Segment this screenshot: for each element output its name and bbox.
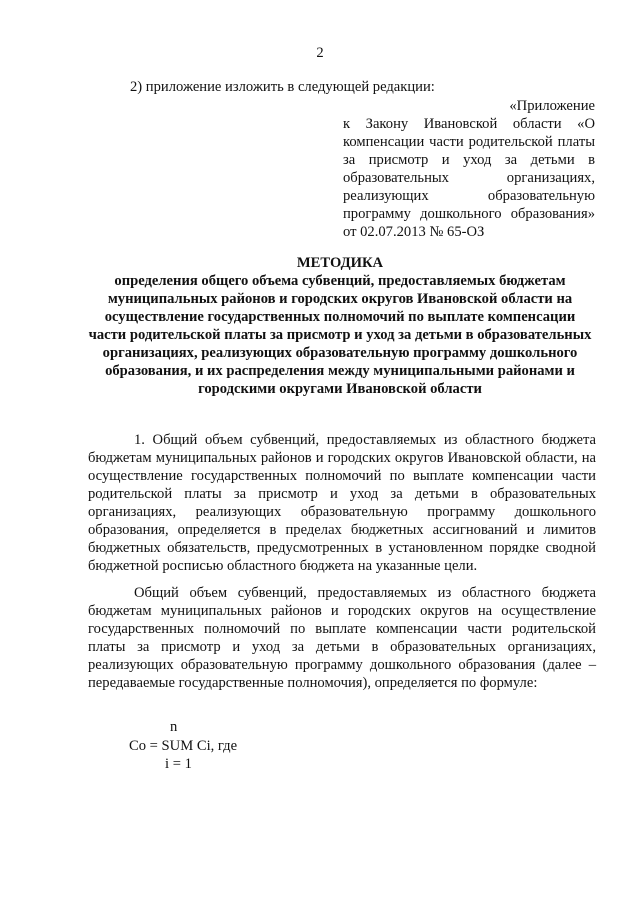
paragraph-2-text: Общий объем субвенций, предоставляемых из областного бюджета бюджетам муниципальных районов и городских округов на осуществление государственных полномочий по выплате компенсации части родительской платы за присмотр и уход за детьми в образовательных организациях, реализующих образовательную программу дошкольного образования (далее – передаваемые государственные полномочия), определяется по формуле: — [88, 585, 596, 691]
formula-upper-limit: n — [170, 719, 178, 735]
appendix-reference — [343, 97, 595, 241]
page-number: 2 — [316, 45, 324, 61]
formula-expression: Co = SUM Ci, где — [129, 738, 238, 754]
methodology-title — [88, 254, 592, 398]
paragraph-1 — [88, 431, 596, 575]
title-heading: МЕТОДИКА — [296, 255, 384, 271]
amendment-intro: 2) приложение изложить в следующей редакции: — [130, 79, 435, 95]
appendix-law-title: к Закону Ивановской области «О компенсации части родительской платы за присмотр и уход за детьми в образовательных организациях, реализующих образовательную программу дошкольного образования» — [343, 116, 595, 222]
formula-lower-limit: i = 1 — [165, 756, 192, 772]
paragraph-1-text: 1. Общий объем субвенций, предоставляемых из областного бюджета бюджетам муниципальных районов и городских округов Ивановской области, на осуществление государственных полномочий по выплате компенсации части родительской платы за присмотр и уход за детьми в образовательных организациях, реализующих образовательную программу дошкольного образования, определяется в пределах бюджетных ассигнований и лимитов бюджетных обязательств, предусмотренных в установленном порядке сводной бюджетной росписью областного бюджета на указанные цели. — [88, 432, 596, 574]
appendix-law-date: от 02.07.2013 № 65-ОЗ — [343, 224, 485, 240]
appendix-label: «Приложение — [509, 98, 595, 114]
title-subtitle: определения общего объема субвенций, предоставляемых бюджетам муниципальных районов и городских округов Ивановской области на осуществление государственных полномочий по выплате компенсации части родительской платы за присмотр и уход за детьми в образовательных организациях, реализующих образовательную программу дошкольного образования, и их распределения между муниципальными районами и городскими округами Ивановской области — [88, 273, 592, 397]
paragraph-2 — [88, 584, 596, 692]
